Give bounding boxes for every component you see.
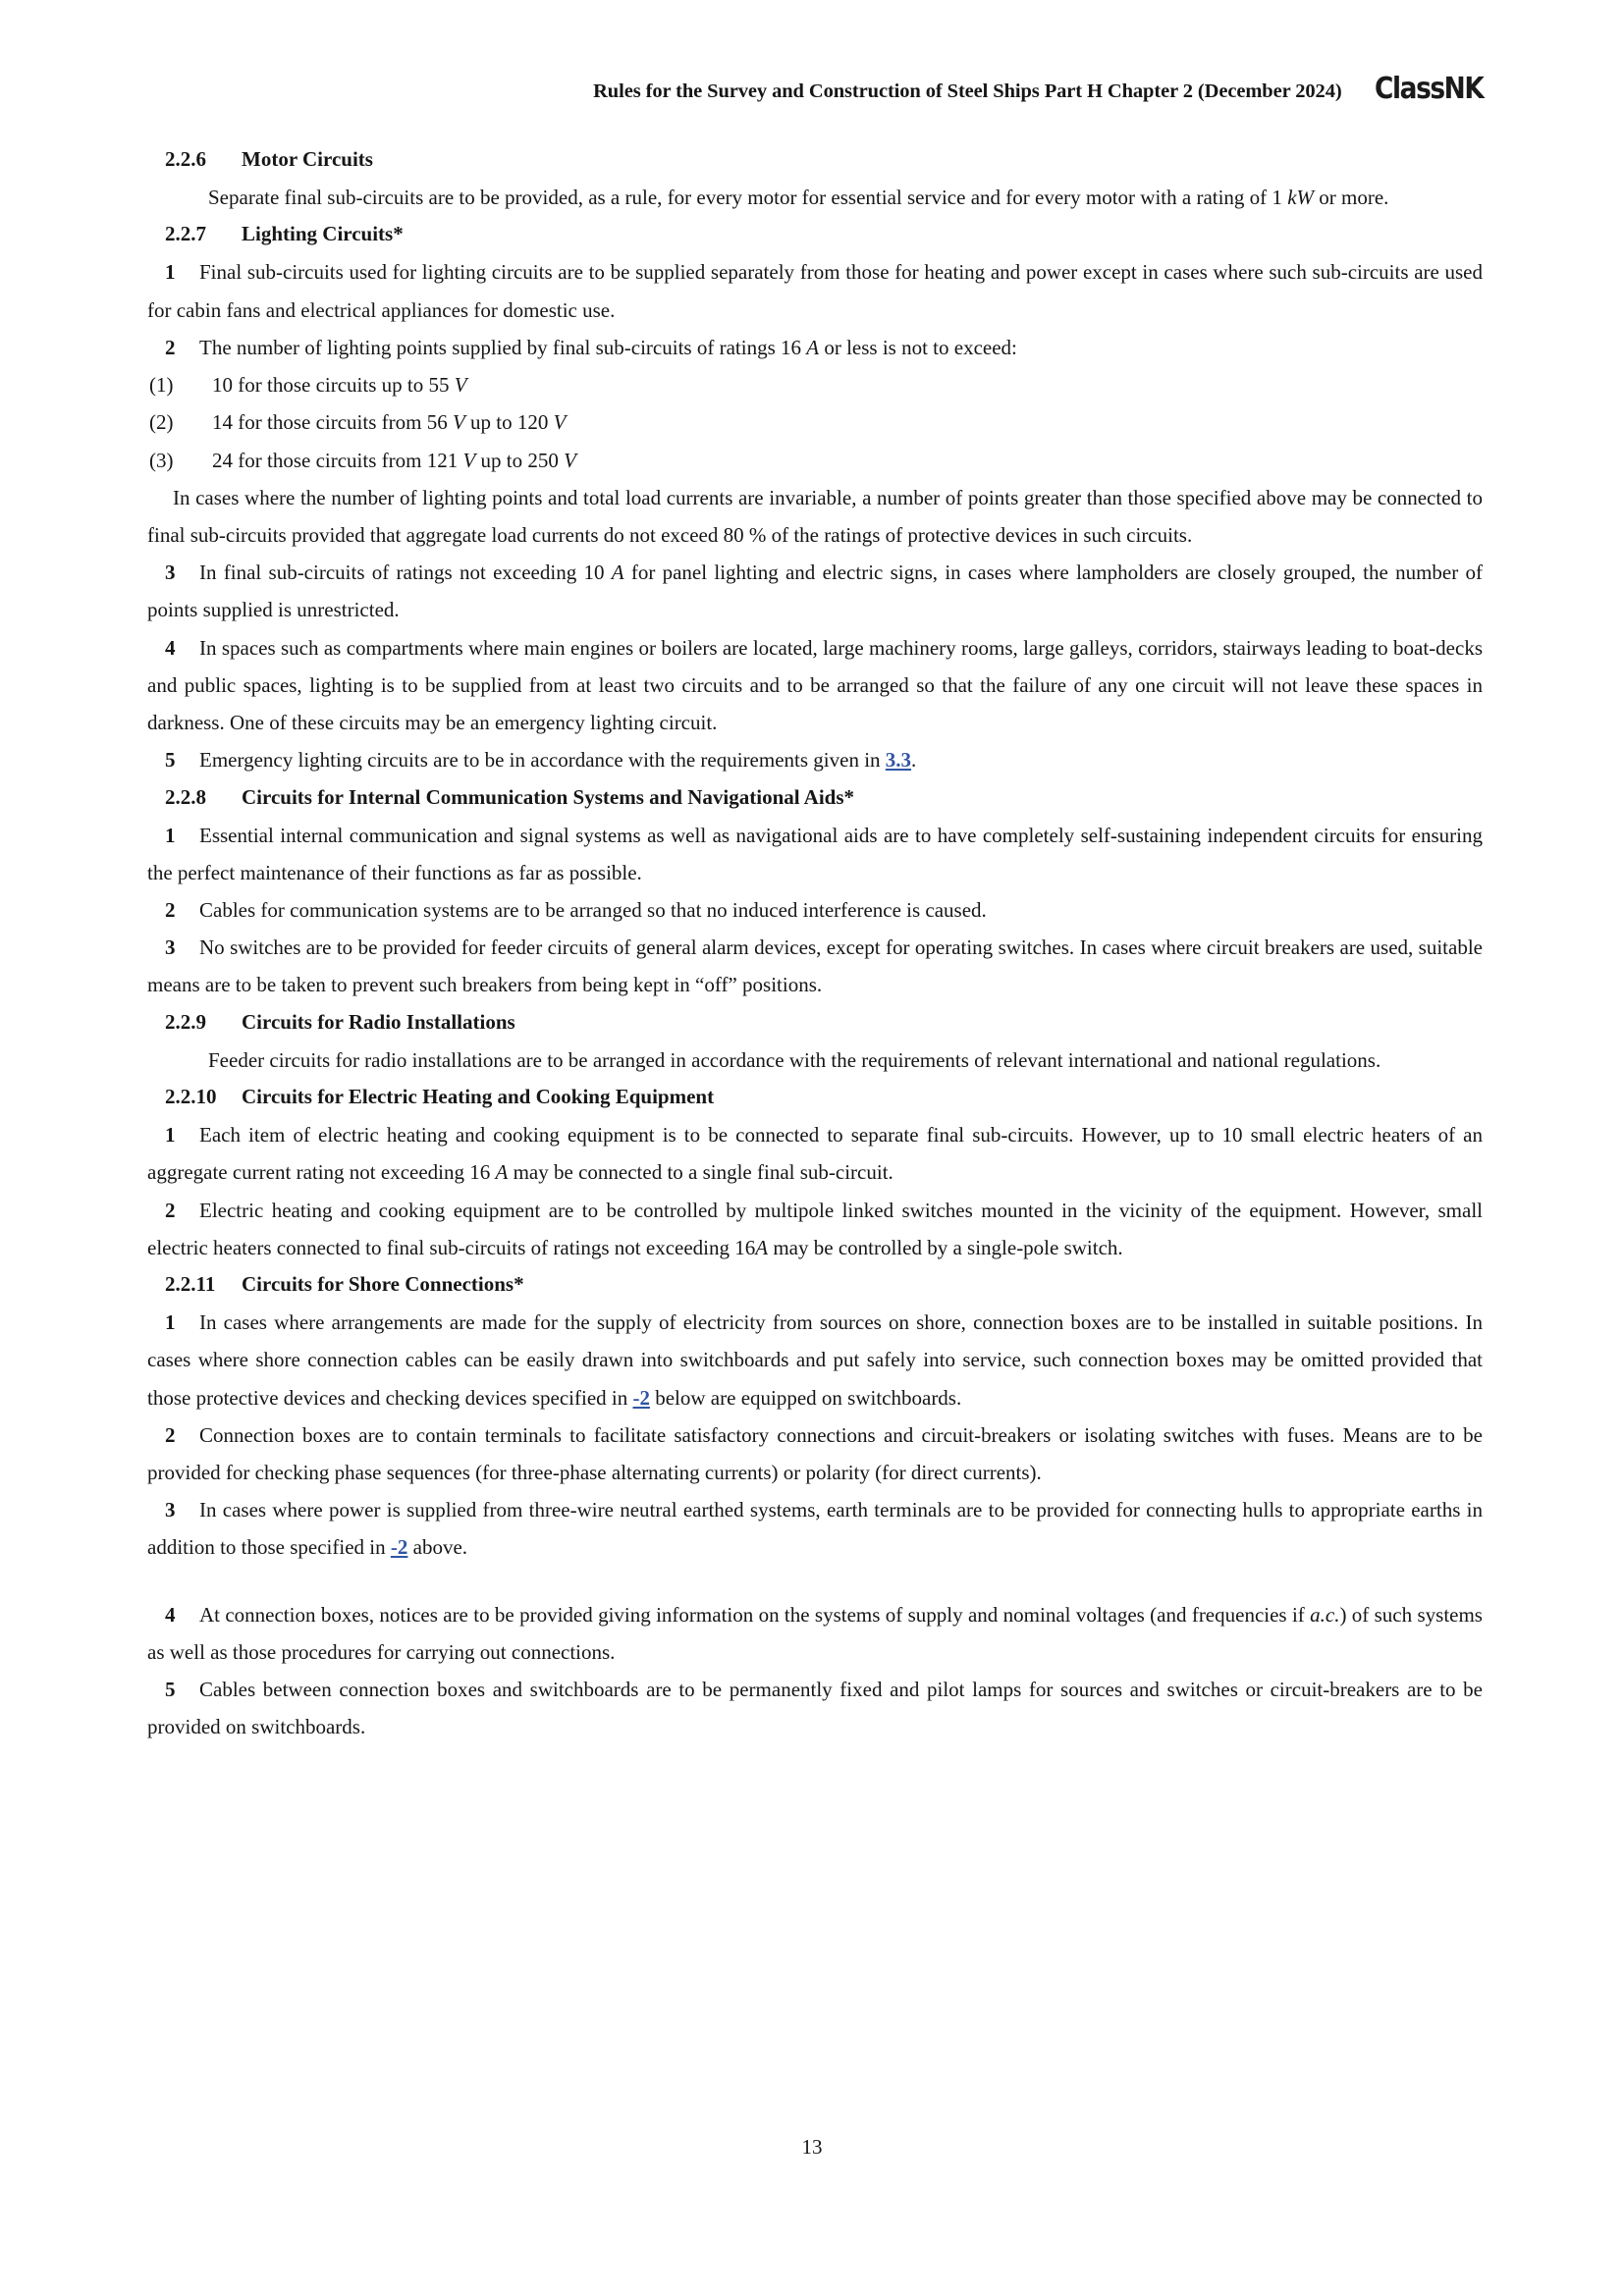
- list-item-1: [147, 366, 1483, 403]
- section-heading-2-2-7: [147, 216, 1483, 251]
- section-number: 2.2.7: [165, 222, 206, 246]
- clause-text-a: In cases where power is supplied from three-wire neutral earthed systems, earth terminals are to be provided for connecting hulls to appropriate earths in addition to those specified in: [147, 1498, 1483, 1560]
- page-header: [147, 0, 1483, 104]
- clause-number: 2: [165, 1198, 176, 1222]
- paragraph-2-2-9-1: Feeder circuits for radio installations are to be arranged in accordance with the requirements of relevant international and national regulations.: [208, 1047, 1381, 1072]
- section-heading-2-2-10: [147, 1079, 1483, 1114]
- clause-text: Cables between connection boxes and switchboards are to be permanently fixed and pilot lamps for sources and switches or circuit-breakers are to be provided on switchboards.: [147, 1678, 1483, 1739]
- unit-volt-2: V: [564, 448, 576, 472]
- page-content: [147, 0, 1483, 1746]
- list-item-text-a: 10 for those circuits up to 55: [212, 373, 455, 398]
- clause-2-2-8-3: [147, 929, 1483, 1003]
- unit-ampere: A: [755, 1235, 769, 1259]
- unit-volt-2: V: [553, 410, 567, 435]
- clause-text-b: ) of such systems as well as those procedures for carrying out connections.: [147, 1602, 1483, 1664]
- clause-2-2-11-3: [147, 1491, 1483, 1566]
- section-title: Circuits for Shore Connections*: [242, 1272, 524, 1297]
- clause-2-2-8-1: [147, 817, 1483, 891]
- clause-number: 3: [165, 935, 176, 960]
- clause-text-a: The number of lighting points supplied by final sub-circuits of ratings 16: [199, 335, 807, 359]
- section-heading-2-2-8: [147, 779, 1483, 815]
- list-item-label: (1): [149, 373, 174, 398]
- clause-number: 3: [165, 561, 176, 585]
- cross-reference-link-3-3[interactable]: 3.3: [885, 748, 912, 773]
- unit-volt: V: [462, 448, 476, 472]
- clause-number: 2: [165, 898, 176, 923]
- clause-2-2-10-2: [147, 1192, 1483, 1266]
- clause-2-2-7-2: [147, 329, 1483, 366]
- clause-number: 2: [165, 1422, 176, 1447]
- paragraph-2-2-6-1: [147, 179, 1483, 216]
- clause-text-a: Electric heating and cooking equipment are to be controlled by multipole linked switches mounted in the vicinity of the equipment. However, small electric heaters connected to final sub-circuits of ratings not exceeding 16: [147, 1198, 1483, 1259]
- clause-2-2-7-5: [147, 741, 1483, 778]
- clause-text-a: Emergency lighting circuits are to be in accordance with the requirements given in: [199, 748, 886, 773]
- section-heading-2-2-9: [147, 1004, 1483, 1040]
- clause-number: 5: [165, 748, 176, 773]
- clause-text-a: Each item of electric heating and cooking equipment is to be connected to separate final sub-circuits. However, up to 10 small electric heaters of an aggregate current rating not exceeding 16: [147, 1123, 1483, 1185]
- clause-2-2-11-4: [147, 1596, 1483, 1671]
- cross-reference-link-minus-2-below[interactable]: -2: [632, 1385, 650, 1410]
- document-body: [147, 141, 1483, 1746]
- section-title: Circuits for Internal Communication Systems and Navigational Aids*: [242, 784, 855, 809]
- clause-number: 4: [165, 635, 176, 660]
- clause-2-2-7-4: [147, 629, 1483, 742]
- section-number: 2.2.6: [165, 147, 206, 171]
- clause-text: Essential internal communication and signal systems as well as navigational aids are to have completely self-sustaining independent circuits for ensuring the perfect maintenance of their functions as far as possible.: [147, 823, 1483, 884]
- clause-text-b: or less is not to exceed:: [819, 335, 1017, 359]
- paragraph-text-b: or more.: [1314, 186, 1389, 210]
- classnk-logo: ClassNK: [1374, 72, 1483, 106]
- clause-text-a: In cases where arrangements are made for the supply of electricity from sources on shore, connection boxes are to be installed in suitable positions. In cases where shore connection cables can be easily drawn into switchboards and put safely into service, such connection boxes may be omitted provided that those protective devices and checking devices specified in: [147, 1310, 1483, 1410]
- unit-ampere: A: [611, 561, 624, 585]
- cross-reference-link-minus-2-above[interactable]: -2: [390, 1535, 408, 1560]
- list-item-label: (3): [149, 448, 174, 472]
- clause-text-b: above.: [407, 1535, 468, 1560]
- clause-text: Cables for communication systems are to be arranged so that no induced interference is caused.: [199, 898, 987, 923]
- section-title: Circuits for Radio Installations: [242, 1009, 515, 1034]
- list-item-3: [147, 442, 1483, 479]
- clause-number: 1: [165, 823, 176, 847]
- section-title: Motor Circuits: [242, 147, 373, 171]
- clause-number: 5: [165, 1678, 176, 1702]
- section-title: Lighting Circuits*: [242, 222, 404, 246]
- unit-kw: kW: [1287, 186, 1315, 210]
- clause-2-2-11-1: [147, 1304, 1483, 1416]
- running-title: Rules for the Survey and Construction of Steel Ships Part H Chapter 2 (December 2024): [593, 80, 1342, 102]
- clause-text-b: for panel lighting and electric signs, in cases where lampholders are closely grouped, the number of points supplied is unrestricted.: [147, 561, 1484, 622]
- section-heading-2-2-6: [147, 141, 1483, 177]
- clause-text-b: below are equipped on switchboards.: [649, 1385, 962, 1410]
- list-item-label: (2): [149, 410, 174, 435]
- clause-number: 1: [165, 1310, 176, 1335]
- unit-ampere: A: [806, 335, 820, 359]
- section-number: 2.2.10: [165, 1085, 217, 1109]
- unit-ampere: A: [495, 1160, 509, 1185]
- clause-2-2-11-5: [147, 1671, 1483, 1745]
- clause-text: No switches are to be provided for feeder circuits of general alarm devices, except for operating switches. In cases where circuit breakers are used, suitable means are to be taken to prevent such breakers from being kept in “off” positions.: [147, 935, 1483, 997]
- clause-text: In spaces such as compartments where main engines or boilers are located, large machinery rooms, large galleys, corridors, stairways leading to boat-decks and public spaces, lighting is to be supplied from at least two circuits and to be arranged so that the failure of any one circuit will not leave these spaces in darkness. One of these circuits may be an emergency lighting circuit.: [147, 635, 1483, 735]
- list-item-text-a: 24 for those circuits from 121: [212, 448, 463, 472]
- clause-2-2-7-1: [147, 253, 1483, 328]
- clause-text-a: In final sub-circuits of ratings not exceeding 10: [199, 561, 612, 585]
- clause-text-b: may be controlled by a single-pole switch.: [768, 1235, 1123, 1259]
- clause-text-a: At connection boxes, notices are to be provided giving information on the systems of supply and nominal voltages (and frequencies if: [199, 1602, 1311, 1627]
- clause-2-2-11-2: [147, 1416, 1483, 1491]
- clause-number: 3: [165, 1498, 176, 1522]
- clause-text-b: .: [911, 748, 917, 773]
- section-number: 2.2.11: [165, 1272, 216, 1297]
- clause-2-2-8-2: [147, 891, 1483, 929]
- clause-text: Final sub-circuits used for lighting circuits are to be supplied separately from those for heating and power except in cases where such sub-circuits are used for cabin fans and electrical appliances for domestic use.: [147, 260, 1483, 322]
- list-item-text-b: up to 250: [475, 448, 565, 472]
- list-item-2: [147, 403, 1483, 441]
- clause-text: Connection boxes are to contain terminals to facilitate satisfactory connections and circuit-breakers or isolating switches with fuses. Means are to be provided for checking phase sequences (for three-phase alternating currents) or polarity (for direct currents).: [147, 1422, 1483, 1484]
- clause-text-b: may be connected to a single final sub-circuit.: [508, 1160, 893, 1185]
- clause-2-2-7-3: [147, 554, 1483, 628]
- list-item-text-a: 14 for those circuits from 56: [212, 410, 453, 435]
- clause-number: 2: [165, 335, 176, 359]
- unit-volt: V: [452, 410, 465, 435]
- section-title: Circuits for Electric Heating and Cooking Equipment: [242, 1085, 715, 1109]
- unit-volt: V: [454, 373, 467, 398]
- section-number: 2.2.9: [165, 1009, 206, 1034]
- section-heading-2-2-11: [147, 1266, 1483, 1302]
- clause-number: 1: [165, 1123, 176, 1148]
- paragraph-2-2-7-after-list: In cases where the number of lighting points and total load currents are invariable, a number of points greater than those specified above may be connected to final sub-circuits provided that aggregate load currents do not exceed 80 % of the ratings of protective devices in such circuits.: [147, 485, 1483, 547]
- page-number: 13: [801, 2135, 823, 2159]
- clause-2-2-10-1: [147, 1116, 1483, 1191]
- unit-ac: a.c.: [1310, 1602, 1340, 1627]
- list-item-text-b: up to 120: [464, 410, 554, 435]
- paragraph-text-a: Separate final sub-circuits are to be provided, as a rule, for every motor for essential service and for every motor with a rating of 1: [208, 186, 1288, 210]
- paragraph-spacer: [147, 1567, 1483, 1596]
- clause-number: 1: [165, 260, 176, 285]
- clause-number: 4: [165, 1602, 176, 1627]
- section-number: 2.2.8: [165, 784, 206, 809]
